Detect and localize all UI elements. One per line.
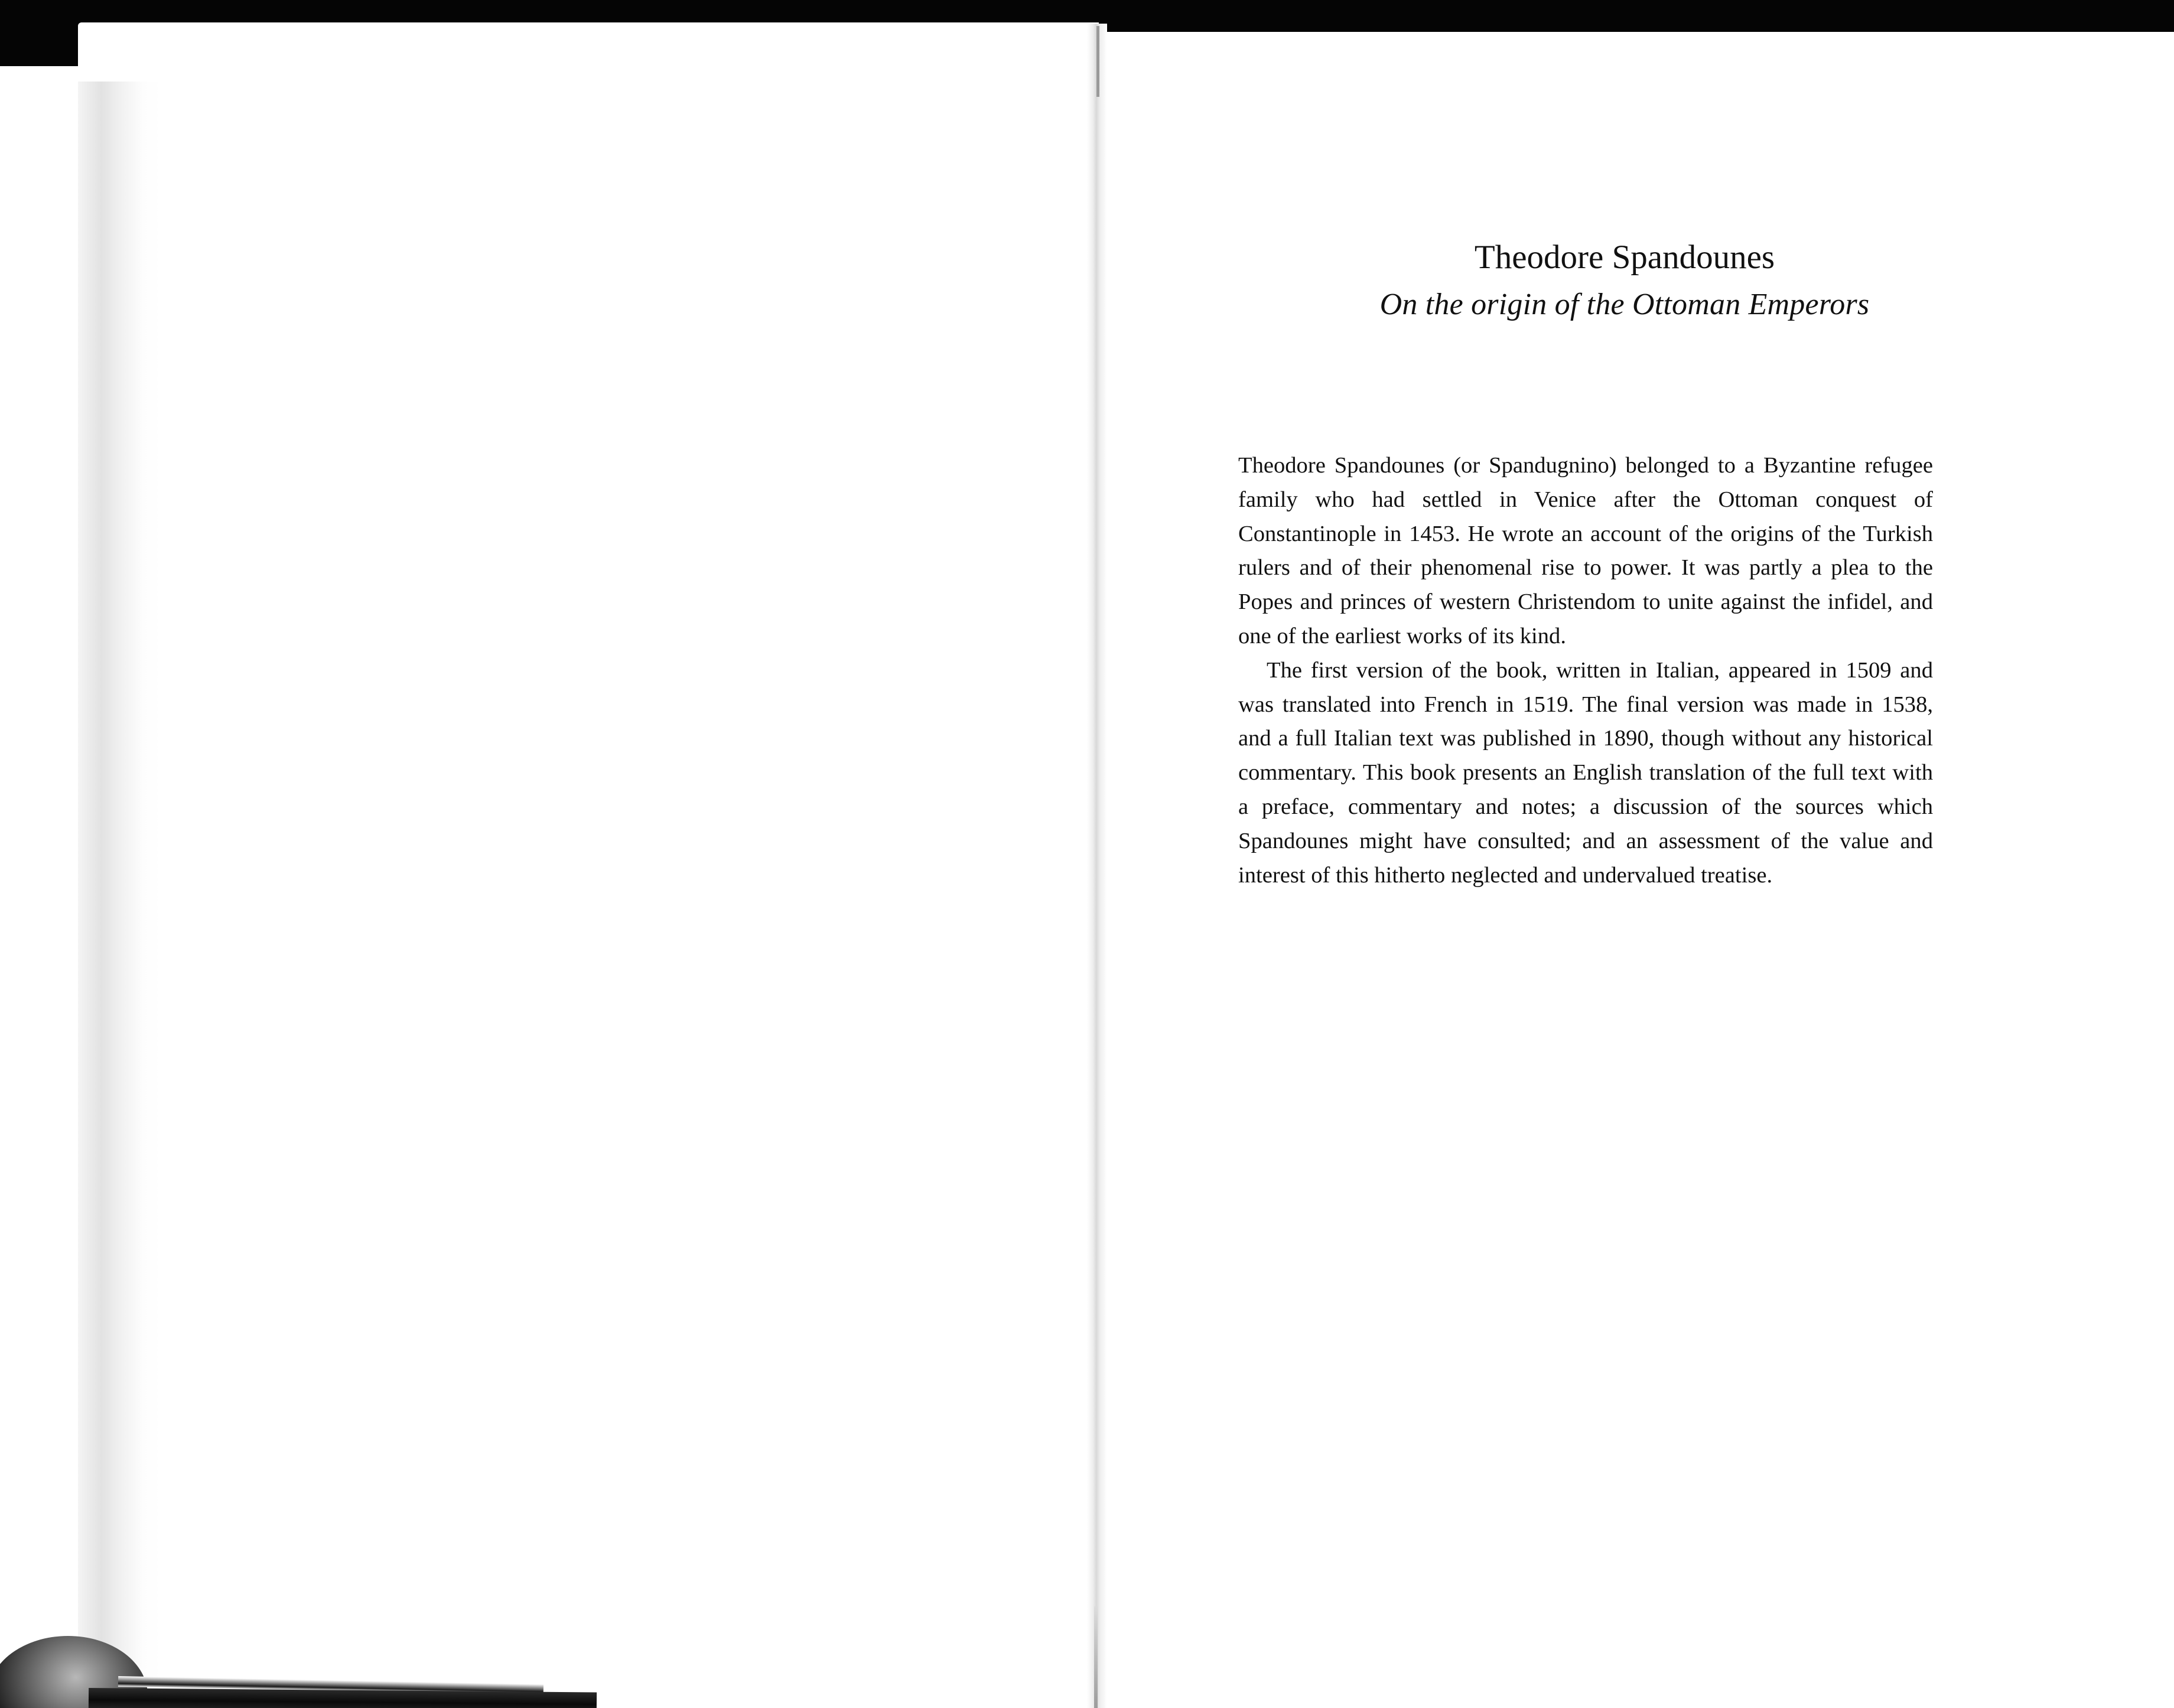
left-page-edge-shadow — [78, 82, 161, 1708]
title-block — [1241, 234, 2009, 328]
blurb-paragraph-2: The first version of the book, written in Italian, appeared in 1509 and was translated into French in 1519. The final version was made in 1538, and a full Italian text was published in 1890, though without any historical commentary. This book presents an English translation of the full text with a preface, commentary and notes; a discussion of the sources which Spandounes might have consulted; and an assessment of the value and interest of this hitherto neglected and undervalued treatise. — [1238, 657, 1933, 888]
gutter-shadow-bottom — [1094, 1606, 1098, 1708]
book-gutter — [1087, 24, 1107, 1708]
book-title: On the origin of the Ottoman Emperors — [1379, 288, 1870, 321]
left-page-blank — [78, 22, 1099, 1708]
author-name: Theodore Spandounes — [1474, 239, 1775, 276]
scanner-corner-edge — [0, 0, 78, 66]
gutter-shadow-top — [1096, 26, 1099, 97]
blurb-paragraph-1: Theodore Spandounes (or Spandugnino) belonged to a Byzantine refugee family who had settled in Venice after the Ottoman conquest of Constantinople in 1453. He wrote an account of the origins of the Turkish rulers and of their phenomenal rise to power. It was partly a plea to the Popes and princes of western Christendom to unite against the infidel, and one of the earliest works of its kind. — [1238, 453, 1933, 648]
blurb-text — [1238, 449, 1933, 892]
